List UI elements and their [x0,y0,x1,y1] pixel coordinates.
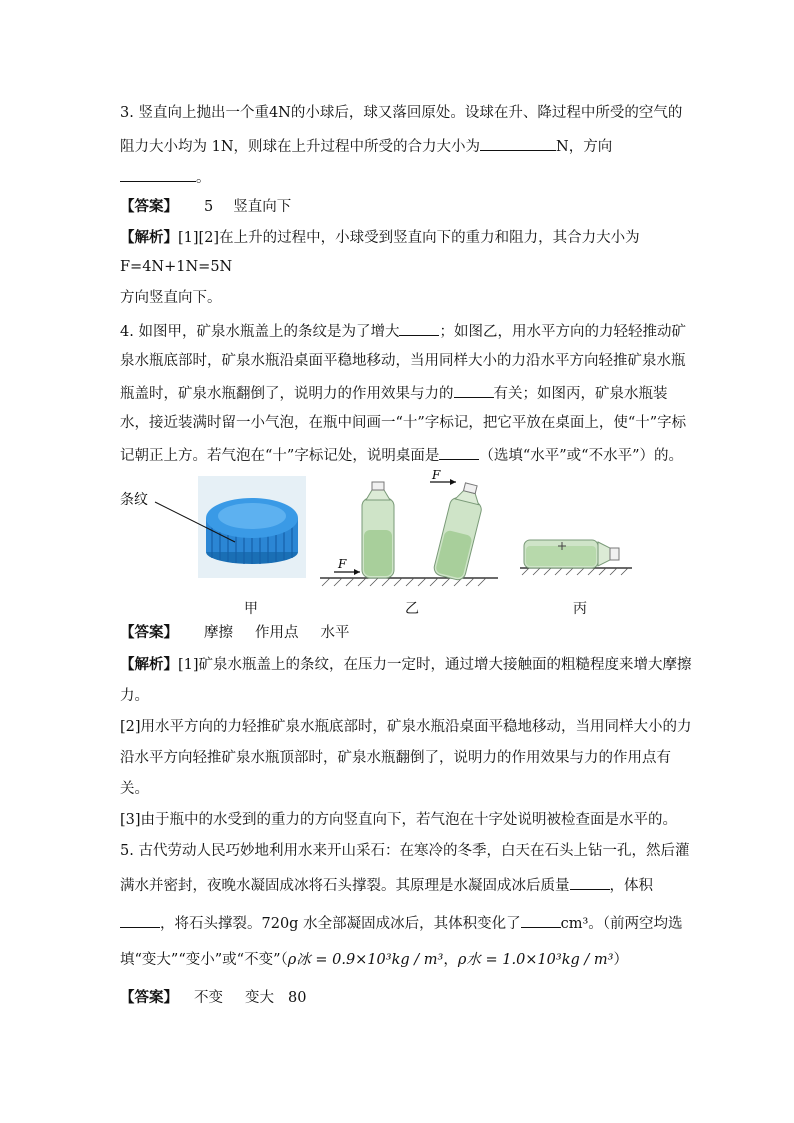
caption-b: 乙 [405,601,419,617]
caption-c: 丙 [573,601,587,617]
q4-line-1-tail: ；如图乙，用水平方向的力轻轻推动矿 [439,324,686,340]
answer-tag: 【答案】 [120,624,178,641]
q5-line-3-text: ，将石头撑裂。720g 水全部凝固成冰后，其体积变化了 [160,916,521,932]
q4-line-5-tail: （选填“水平”或“不水平”）的。 [479,448,683,464]
rho-water-formula: ρ水 = 1.0×10³kg / m³ [457,952,614,968]
q5-line-4-text: 填“变大”“变小”或“不变”（ [120,952,288,968]
analysis-tag: 【解析】 [120,229,178,246]
caption-a: 甲 [244,601,258,617]
q3-analysis-2: 方向竖直向下。 [120,290,222,306]
q3-analysis [120,228,640,248]
answer-value: 摩擦 [204,625,233,641]
q4-line-3 [120,382,668,404]
answer-blank[interactable] [439,444,479,460]
q3-line-2-text: 阻力大小均为 1N，则球在上升过程中所受的合力大小为 [120,139,481,155]
q4-analysis-2: [2]用水平方向的力轻推矿泉水瓶底部时，矿泉水瓶沿桌面平稳地移动，当用同样大小的力 [120,719,692,735]
answer-tag: 【答案】 [120,198,178,215]
q5-line-2-tail: ，体积 [609,878,653,894]
q4-line-3-tail: 有关；如图丙，矿泉水瓶装 [493,386,668,402]
answer-blank[interactable] [454,382,494,398]
q3-line-3-text: 。 [196,170,211,186]
q5-line-3 [120,912,683,934]
q5-line-4-tail: ） [613,952,628,968]
answer-blank[interactable] [480,135,556,151]
stripe-label: 条纹 [120,492,148,508]
answer-value: 水平 [320,625,350,641]
analysis-tag: 【解析】 [120,656,178,673]
answer-blank[interactable] [521,912,561,928]
analysis-text: [1]矿泉水瓶盖上的条纹，在压力一定时，通过增大接触面的粗糙程度来增大摩擦 [178,657,692,673]
q4-line-2: 泉水瓶底部时，矿泉水瓶沿桌面平稳地移动，当用同样大小的力沿水平方向轻推矿泉水瓶 [120,353,686,369]
answer-blank[interactable] [120,912,160,928]
pushing-bottles-diagram [320,470,498,586]
answer-value: 5 [204,199,214,215]
q4-analysis-3: [3]由于瓶中的水受到的重力的方向竖直向下，若气泡在十字处说明被检查面是水平的。 [120,812,678,828]
q4-analysis-2c: 关。 [120,781,149,797]
q3-line-2-tail: N，方向 [556,139,613,155]
bottle-figure [110,470,650,590]
q4-analysis-1b: 力。 [120,688,149,704]
q4-line-5 [120,444,683,466]
q3-answer [120,197,291,217]
answer-blank[interactable] [570,874,610,890]
answer-value: 竖直向下 [233,199,292,215]
force-label: F [432,470,441,482]
bottle-cap-image [155,476,306,578]
q5-line-3-tail: 。（前两空均选 [588,916,683,932]
q3-line-3 [120,166,211,188]
rho-ice-formula: ρ冰 = 0.9×10³kg / m³ [287,952,444,968]
separator: ， [443,952,458,968]
q4-analysis-1 [120,655,692,675]
q3-line-2 [120,135,612,157]
answer-tag: 【答案】 [120,989,178,1006]
answer-value: 80 [288,990,307,1006]
q4-line-5-text: 记朝正上方。若气泡在“十”字标记处，说明桌面是 [120,448,440,464]
q5-line-4 [120,950,628,970]
q3-line-1: 3. 竖直向上抛出一个重4N的小球后，球又落回原处。设球在升、降过程中所受的空气的 [120,105,683,121]
answer-blank[interactable] [120,166,196,182]
q4-line-3-text: 瓶盖时，矿泉水瓶翻倒了，说明力的作用效果与力的 [120,386,454,402]
q4-line-1-text: 4. 如图甲，矿泉水瓶盖上的条纹是为了增大 [120,324,400,340]
answer-blank[interactable] [399,320,439,336]
q4-line-4: 水，接近装满时留一小气泡，在瓶中间画一“十”字标记，把它平放在桌面上，使“十”字标 [120,415,687,431]
lying-bottle-diagram [520,540,632,575]
q5-line-1: 5. 古代劳动人民巧妙地利用水来开山采石：在寒冷的冬季，白天在石头上钻一孔，然后灌 [120,843,690,859]
q4-analysis-2b: 沿水平方向轻推矿泉水瓶顶部时，矿泉水瓶翻倒了，说明力的作用效果与力的作用点有 [120,750,671,766]
answer-value: 变大 [245,990,274,1006]
analysis-text: [1][2]在上升的过程中，小球受到竖直向下的重力和阻力，其合力大小为 [178,230,640,246]
q5-answer [120,988,306,1008]
force-label: F [338,557,347,571]
answer-value: 不变 [194,990,223,1006]
q4-answer [120,623,350,643]
unit-cm3: cm³ [560,916,589,932]
answer-value: 作用点 [255,625,299,641]
q3-formula: F=4N+1N=5N [120,259,233,275]
q5-line-2 [120,874,653,896]
q5-line-2-text: 满水并密封，夜晚水凝固成冰将石头撑裂。其原理是水凝固成冰后质量 [120,878,570,894]
q4-line-1 [120,320,686,342]
